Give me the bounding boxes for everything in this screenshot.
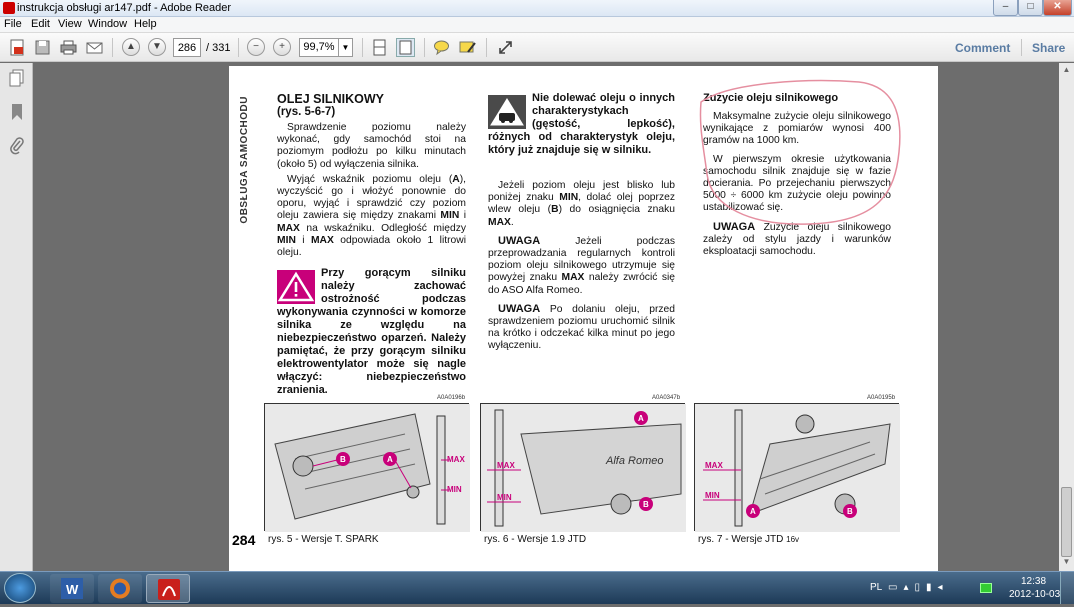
paragraph: Maksymalne zużycie oleju silnikowego wynikające z pomiarów wynosi 400 gramów na 1000 km.	[703, 111, 891, 147]
navigation-panel	[0, 63, 33, 571]
figure-label-min: MIN	[447, 485, 462, 494]
tray-icons[interactable]: ▭▴▯▮◂	[888, 582, 949, 593]
figure-tag: A0A0347b	[652, 395, 681, 401]
figure-label-a: A	[638, 414, 644, 423]
start-button[interactable]	[4, 573, 36, 603]
language-indicator[interactable]: PL	[870, 582, 883, 593]
menu-file[interactable]: File	[4, 18, 22, 30]
zoom-dropdown-icon[interactable]: ▼	[338, 38, 353, 57]
engine-warning-icon	[488, 95, 526, 129]
figure-7-caption: rys. 7 - Wersje JTD 16v	[698, 534, 800, 545]
comment-button[interactable]: Comment	[955, 41, 1011, 55]
column-2	[488, 92, 675, 353]
column-3	[703, 92, 891, 258]
scroll-up-icon[interactable]: ▲	[1062, 65, 1071, 74]
figure-label-a: A	[750, 507, 756, 516]
oil-type-warning: Nie dolewać oleju o innych charakterystykach (gęstość, lepkość), różnych od charakterystyk oleju, który już znajduje się w silniku.	[488, 92, 675, 156]
document-area[interactable]	[34, 63, 1074, 571]
show-desktop-button[interactable]	[1060, 572, 1074, 604]
figure-6	[480, 403, 685, 531]
title-bar	[0, 0, 1074, 17]
subsection-heading: Zużycie oleju silnikowego	[703, 92, 839, 104]
section-subheading: (rys. 5-6-7)	[277, 106, 336, 118]
figure-label-min: MIN	[705, 491, 720, 500]
menu-edit[interactable]: Edit	[31, 18, 50, 30]
figure-5	[264, 403, 469, 531]
attachments-icon[interactable]	[9, 137, 25, 160]
pdf-page	[229, 66, 938, 571]
minimize-button[interactable]: –	[993, 0, 1018, 16]
vertical-scrollbar[interactable]	[1059, 63, 1074, 571]
bookmarks-icon[interactable]	[9, 103, 25, 126]
word-icon	[50, 574, 94, 603]
share-button[interactable]: Share	[1032, 41, 1066, 55]
create-pdf-icon[interactable]	[8, 38, 27, 57]
save-icon[interactable]	[33, 38, 52, 57]
paragraph: Sprawdzenie poziomu należy wykonać, gdy samochód stoi na poziomym podłożu po kilku minutach (około 5) od wyłączenia silnika.	[277, 122, 466, 170]
window-title: instrukcja obsługi ar147.pdf - Adobe Reader	[17, 2, 232, 14]
figure-label-min: MIN	[497, 493, 512, 502]
fit-page-icon[interactable]	[396, 38, 415, 57]
menu-window[interactable]: Window	[88, 18, 128, 30]
menu-view[interactable]: View	[58, 18, 82, 30]
previous-page-icon[interactable]: ▲	[122, 38, 140, 56]
figure-tag: A0A0195b	[867, 395, 896, 401]
clock-date[interactable]: 2012-10-03	[1009, 589, 1061, 600]
next-page-icon[interactable]: ▼	[148, 38, 166, 56]
section-heading: OLEJ SILNIKOWY	[277, 92, 384, 106]
figure-label-max: MAX	[705, 461, 723, 470]
page-number-input[interactable]	[173, 38, 201, 57]
clock-time[interactable]: 12:38	[1021, 576, 1047, 587]
paragraph: W pierwszym okresie użytkowania samochodu silnik znajduje się w fazie docierania. Po przejechaniu pierwszych 5000 ÷ 6000 km zużycie oleju powinno ustabilizować się.	[703, 153, 891, 214]
figure-label-b: B	[847, 507, 853, 516]
maximize-button[interactable]: □	[1018, 0, 1043, 16]
figure-brand-label: Alfa Romeo	[606, 455, 664, 467]
hot-engine-warning: Przy gorącym silniku należy zachować ostrożność podczas wykonywania czynności w komorze silnika ze względu na niebezpieczeństwo oparzeń. Należy pamiętać, że przy gorącym silniku elektrowentylator może się nagle włączyć: niebezpieczeństwo zranienia.	[277, 267, 466, 397]
close-button[interactable]: ✕	[1043, 0, 1072, 16]
firefox-icon	[98, 574, 142, 603]
highlight-icon[interactable]	[458, 38, 477, 57]
figure-label-a: A	[387, 455, 393, 464]
taskbar	[0, 571, 1074, 604]
scroll-mode-icon[interactable]	[370, 38, 389, 57]
adobe-reader-taskbar-button[interactable]	[146, 574, 190, 603]
column-1	[277, 92, 466, 397]
page-number: 284	[232, 532, 256, 548]
figure-label-max: MAX	[497, 461, 515, 470]
menu-help[interactable]: Help	[134, 18, 157, 30]
email-icon[interactable]	[85, 38, 104, 57]
figure-tag: A0A0196b	[437, 395, 466, 401]
paragraph: Wyjąć wskaźnik poziomu oleju (A), wyczyścić go i włożyć ponownie do oporu, wyjąć i sprawdzić czy poziom oleju zawiera się między znakami MIN i MAX na wskaźniku. Odległość między MIN i MAX odpowiada około 1 litrowi oleju.	[277, 173, 466, 259]
pages-icon[interactable]	[9, 69, 25, 92]
toolbar	[0, 33, 1074, 62]
zoom-in-icon[interactable]: +	[273, 38, 291, 56]
figure-label-b: B	[643, 500, 649, 509]
figure-5-caption: rys. 5 - Wersje T. SPARK	[268, 534, 379, 545]
note: UWAGA Zużycie oleju silnikowego zależy od stylu jazdy i warunków eksploatacji samochodu.	[703, 220, 891, 258]
scroll-thumb[interactable]	[1061, 487, 1072, 557]
scroll-down-icon[interactable]: ▼	[1062, 557, 1071, 566]
figure-label-max: MAX	[447, 455, 465, 464]
figure-6-caption: rys. 6 - Wersje 1.9 JTD	[484, 534, 587, 545]
note: UWAGA Jeżeli podczas przeprowadzania regularnych kontroli poziom oleju silnikowego utrzymuje się powyżej znaku MAX należy zwrócić się do ASO Alfa Romeo.	[488, 234, 675, 296]
adobe-reader-icon	[147, 575, 191, 604]
firefox-taskbar-button[interactable]	[98, 574, 142, 603]
battery-icon[interactable]	[980, 583, 992, 593]
menu-bar	[0, 17, 1074, 33]
figure-7	[694, 403, 899, 531]
zoom-level-field[interactable]: 99,7%	[299, 38, 339, 57]
note: UWAGA Po dolaniu oleju, przed sprawdzeniem poziomu uruchomić silnik na krótko i odczekać kilka minut po jego wyłączeniu.	[488, 302, 675, 352]
word-taskbar-button[interactable]	[50, 574, 94, 603]
adobe-reader-icon	[3, 2, 15, 14]
figure-label-b: B	[340, 455, 346, 464]
page-total: / 331	[206, 42, 231, 54]
section-side-label: OBSŁUGA SAMOCHODU	[239, 96, 250, 224]
expand-icon[interactable]	[496, 38, 515, 57]
print-icon[interactable]	[59, 38, 78, 57]
paragraph: Jeżeli poziom oleju jest blisko lub poniżej znaku MIN, dolać olej poprzez wlew oleju (B) do osiągnięcia znaku MAX.	[488, 180, 676, 228]
warning-icon	[277, 270, 315, 304]
red-circle-annotation	[689, 74, 907, 234]
sticky-note-icon[interactable]	[432, 38, 451, 57]
svg-text:W: W	[66, 582, 79, 597]
zoom-out-icon[interactable]: −	[247, 38, 265, 56]
